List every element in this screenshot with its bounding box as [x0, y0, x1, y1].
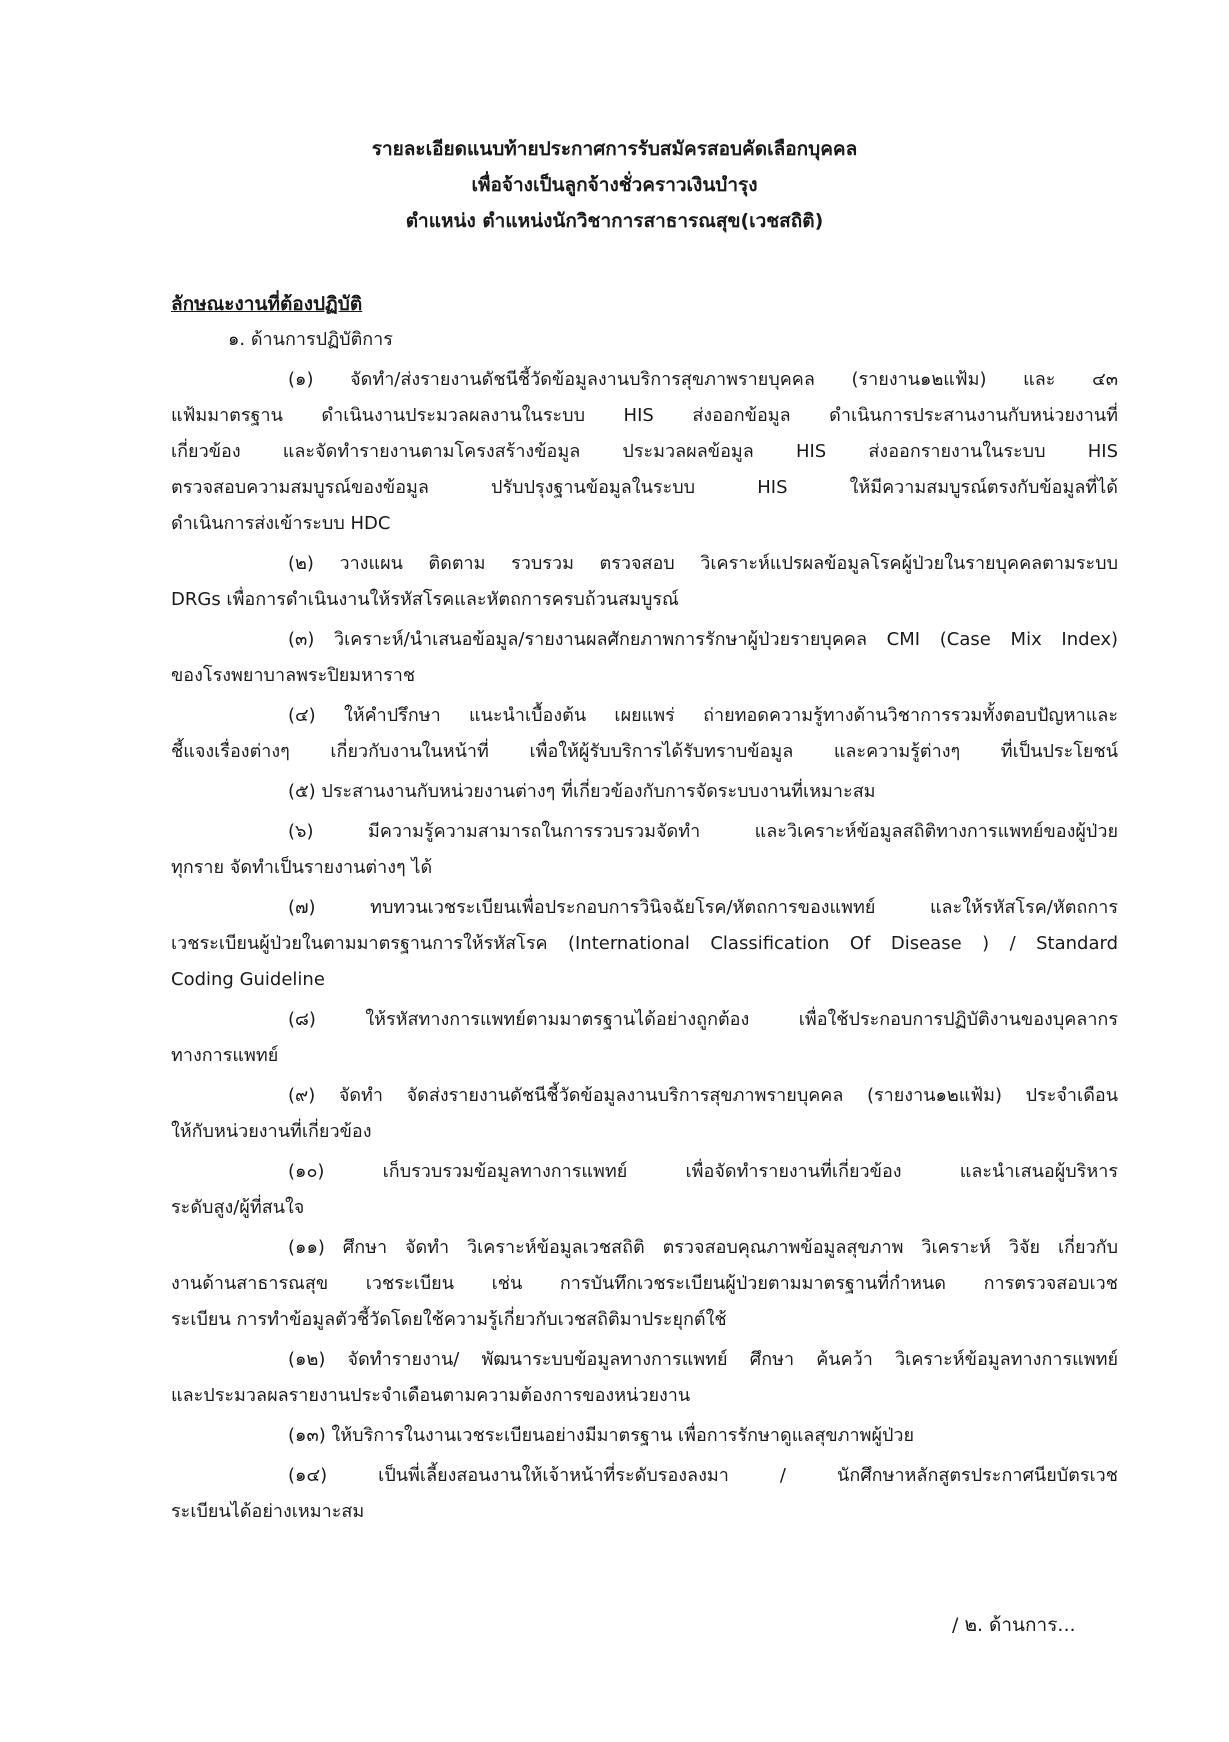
body-line: Coding Guideline [171, 969, 325, 990]
page-continuation-footer: / ๒. ด้านการ... [952, 1614, 1076, 1636]
body-line: งานด้านสาธารณสุข เวชระเบียน เช่น การบันทึกเวชระเบียนผู้ป่วยตามมาตรฐานที่กำหนด การตรวจสอบเวช [171, 1273, 1118, 1294]
section-heading: ลักษณะงานที่ต้องปฏิบัติ [171, 293, 363, 315]
body-line: ตรวจสอบความสมบูรณ์ของข้อมูล ปรับปรุงฐานข้อมูลในระบบ HIS ให้มีความสมบูรณ์ตรงกับข้อมูลที่ได้ [171, 477, 1118, 498]
body-line: (๗) ทบทวนเวชระเบียนเพื่อประกอบการวินิจฉัยโรค/หัตถการของแพทย์ และให้รหัสโรค/หัตถการ [288, 897, 1118, 918]
body-line: ดำเนินการส่งเข้าระบบ HDC [171, 513, 391, 534]
body-line: (๘) ให้รหัสทางการแพทย์ตามมาตรฐานได้อย่างถูกต้อง เพื่อใช้ประกอบการปฏิบัติงานของบุคลากร [288, 1009, 1118, 1030]
body-line: DRGs เพื่อการดำเนินงานให้รหัสโรคและหัตถการครบถ้วนสมบูรณ์ [171, 589, 679, 610]
body-line: ของโรงพยาบาลพระปิยมหาราช [171, 665, 416, 686]
subsection-heading: ๑. ด้านการปฏิบัติการ [228, 329, 393, 350]
body-line: และประมวลผลรายงานประจำเดือนตามความต้องการของหน่วยงาน [171, 1385, 691, 1406]
body-line: ระเบียนได้อย่างเหมาะสม [171, 1501, 365, 1522]
body-line: ระดับสูง/ผู้ที่สนใจ [171, 1197, 305, 1218]
body-line: ทุกราย จัดทำเป็นรายงานต่างๆ ได้ [171, 857, 433, 878]
body-line: ระเบียน การทำข้อมูลตัวชี้วัดโดยใช้ความรู้เกี่ยวกับเวชสถิติมาประยุกต์ใช้ [171, 1309, 727, 1330]
body-line: (๑) จัดทำ/ส่งรายงานดัชนีชี้วัดข้อมูลงานบริการสุขภาพรายบุคคล (รายงาน๑๒แฟ้ม) และ ๔๓ [288, 369, 1118, 390]
body-line: (๔) ให้คำปรึกษา แนะนำเบื้องต้น เผยแพร่ ถ่ายทอดความรู้ทางด้านวิชาการรวมทั้งตอบปัญหาและ [288, 705, 1118, 726]
body-line: (๑๒) จัดทำรายงาน/ พัฒนาระบบข้อมูลทางการแพทย์ ศึกษา ค้นคว้า วิเคราะห์ข้อมูลทางการแพทย์ [288, 1349, 1118, 1370]
body-line: (๒) วางแผน ติดตาม รวบรวม ตรวจสอบ วิเคราะห์แปรผลข้อมูลโรคผู้ป่วยในรายบุคคลตามระบบ [288, 553, 1118, 574]
body-line: (๓) วิเคราะห์/นำเสนอข้อมูล/รายงานผลศักยภาพการรักษาผู้ป่วยรายบุคคล CMI (Case Mix Index) [288, 629, 1118, 650]
body-line: ชี้แจงเรื่องต่างๆ เกี่ยวกับงานในหน้าที่ เพื่อให้ผู้รับบริการได้รับทราบข้อมูล และความรู้ต่างๆ ที่เป็นประโยชน์ [171, 741, 1118, 762]
document-title-line-1: รายละเอียดแนบท้ายประกาศการรับสมัครสอบคัดเลือกบุคคล [371, 138, 858, 160]
body-line: (๑๔) เป็นพี่เลี้ยงสอนงานให้เจ้าหน้าที่ระดับรองลงมา / นักศึกษาหลักสูตรประกาศนียบัตรเวช [288, 1465, 1118, 1486]
body-line: เวชระเบียนผู้ป่วยในตามมาตรฐานการให้รหัสโรค (International Classification Of Disease ) / Standard [171, 933, 1118, 954]
body-line: (๑๓) ให้บริการในงานเวชระเบียนอย่างมีมาตรฐาน เพื่อการรักษาดูแลสุขภาพผู้ป่วย [288, 1425, 915, 1446]
body-line: (๑๑) ศึกษา จัดทำ วิเคราะห์ข้อมูลเวชสถิติ ตรวจสอบคุณภาพข้อมูลสุขภาพ วิเคราะห์ วิจัย เกี่ยวกับ [288, 1237, 1118, 1258]
body-line: (๕) ประสานงานกับหน่วยงานต่างๆ ที่เกี่ยวข้องกับการจัดระบบงานที่เหมาะสม [288, 781, 876, 802]
body-line: ทางการแพทย์ [171, 1045, 279, 1066]
document-title-line-2: เพื่อจ้างเป็นลูกจ้างชั่วคราวเงินบำรุง [471, 174, 758, 196]
document-title-line-3: ตำแหน่ง ตำแหน่งนักวิชาการสาธารณสุข(เวชสถิติ) [405, 210, 824, 232]
body-line: (๖) มีความรู้ความสามารถในการรวบรวมจัดทำ และวิเคราะห์ข้อมูลสถิติทางการแพทย์ของผู้ป่วย [288, 821, 1118, 842]
body-line: ให้กับหน่วยงานที่เกี่ยวข้อง [171, 1121, 372, 1142]
body-line: (๙) จัดทำ จัดส่งรายงานดัชนีชี้วัดข้อมูลงานบริการสุขภาพรายบุคคล (รายงาน๑๒แฟ้ม) ประจำเดือน [288, 1085, 1118, 1106]
body-line: แฟ้มมาตรฐาน ดำเนินงานประมวลผลงานในระบบ HIS ส่งออกข้อมูล ดำเนินการประสานงานกับหน่วยงานที่ [171, 405, 1118, 426]
body-line: (๑๐) เก็บรวบรวมข้อมูลทางการแพทย์ เพื่อจัดทำรายงานที่เกี่ยวข้อง และนำเสนอผู้บริหาร [288, 1161, 1118, 1182]
body-line: เกี่ยวข้อง และจัดทำรายงานตามโครงสร้างข้อมูล ประมวลผลข้อมูล HIS ส่งออกรายงานในระบบ HIS [171, 441, 1118, 462]
